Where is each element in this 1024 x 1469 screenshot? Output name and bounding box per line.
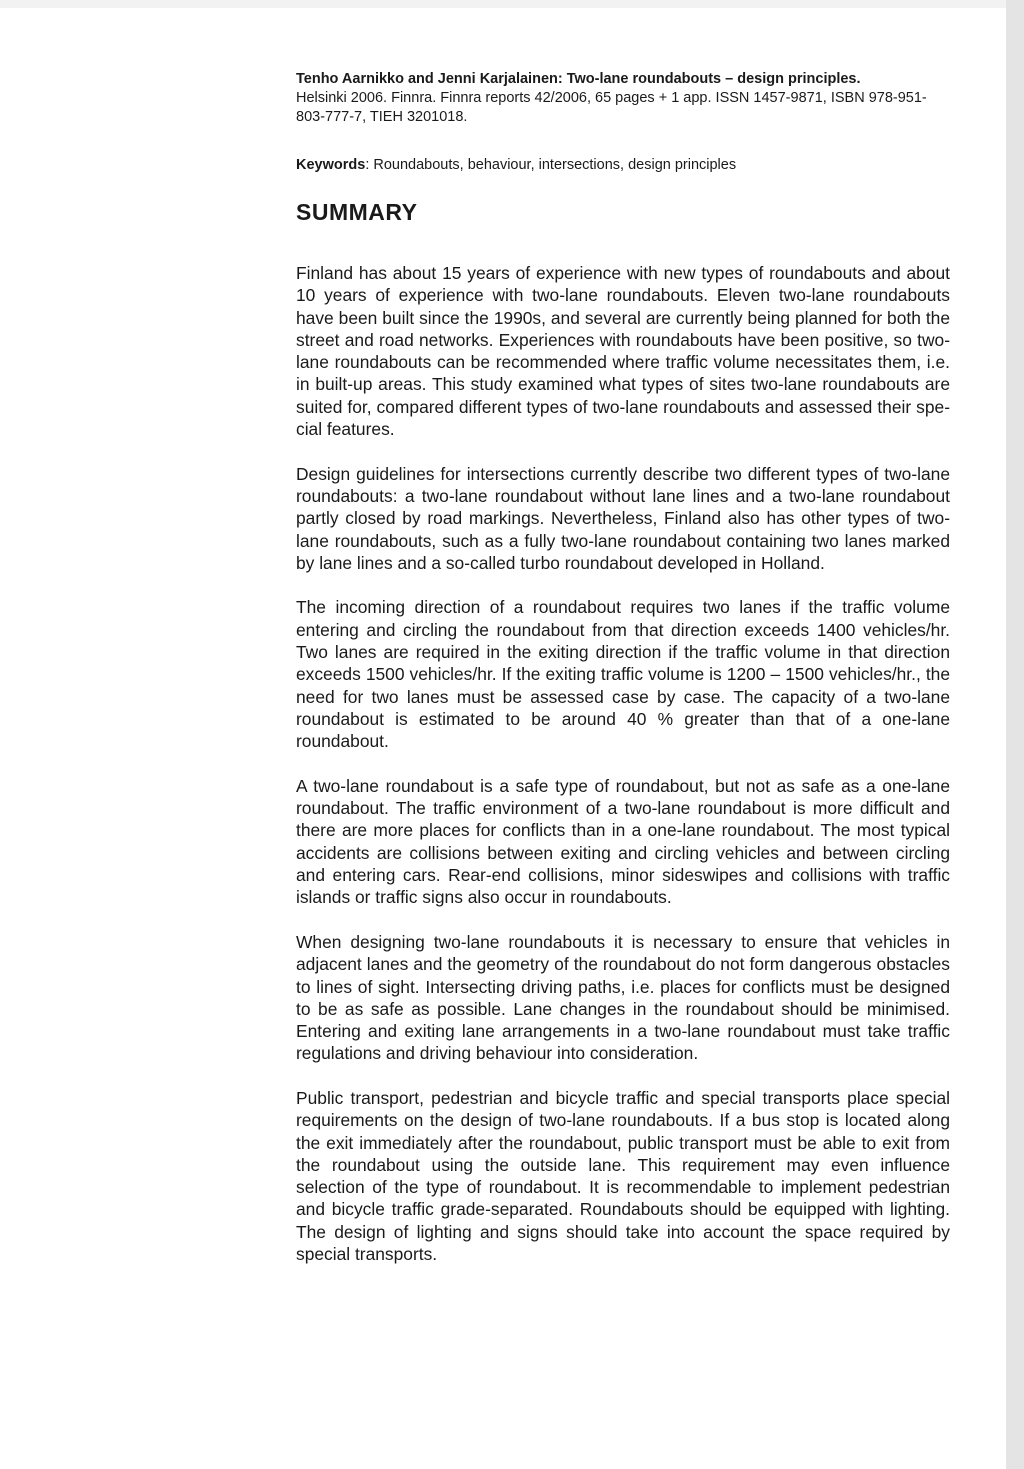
summary-paragraph: Public transport, pedestrian and bicycle traffic and special transports place special requirements on the design of two-lane roundabouts. If a bus stop is located along the exit immediately after the roundabout, public transport must be able to exit from the roundabout using the outside lane. This requirement may even influence selection of the type of roundabout. It is recommendable to implement pedestrian and bicycle traffic grade-separated. Roundabouts should be equipped with lighting. The design of lighting and signs should take into account the space required by special transports.	[296, 1087, 950, 1265]
scan-edge-top	[0, 0, 1024, 8]
scan-edge-right	[1006, 0, 1024, 1469]
summary-paragraph: Design guidelines for intersections currently describe two different types of two-lane roundabouts: a two-lane roundabout without lane lines and a two-lane roundabout partly closed by road markings. Nevertheless, Finland also has other types of two-lane roundabouts, such as a fully two-lane roundabout containing two lanes marked by lane lines and a so-called turbo roundabout developed in Holland.	[296, 463, 950, 573]
citation-details: Helsinki 2006. Finnra. Finnra reports 42/2006, 65 pages + 1 app. ISSN 1457-9871, ISBN 978-951-803-777-7, TIEH 3201018.	[296, 90, 927, 125]
citation	[296, 70, 950, 127]
summary-content	[296, 70, 950, 1265]
summary-heading: SUMMARY	[296, 199, 418, 225]
keywords-value: : Roundabouts, behaviour, intersections, design principles	[365, 157, 737, 173]
keywords	[296, 156, 950, 175]
summary-paragraph: The incoming direction of a roundabout requires two lanes if the traffic volume entering and circling the roundabout from that direction exceeds 1400 vehicles/hr. Two lanes are required in the exiting direction if the traffic volume in that direction exceeds 1500 vehicles/hr. If the exiting traffic volume is 1200 – 1500 vehicles/hr., the need for two lanes must be assessed case by case. The capacity of a two-lane roundabout is estimated to be around 40 % greater than that of a one-lane roundabout.	[296, 597, 950, 752]
citation-title: Tenho Aarnikko and Jenni Karjalainen: Two-lane roundabouts – design principles.	[296, 71, 861, 87]
summary-paragraph: When designing two-lane roundabouts it is necessary to ensure that vehicles in adjacent lanes and the geometry of the roundabout do not form dangerous obstacles to lines of sight. Intersecting driving paths, i.e. places for conflicts must be designed to be as safe as possible. Lane changes in the roundabout should be minimised. Entering and exiting lane arrangements in a two-lane roundabout must take traffic regulations and driving behaviour into consideration.	[296, 931, 950, 1064]
keywords-label: Keywords	[296, 157, 366, 173]
summary-paragraph: A two-lane roundabout is a safe type of roundabout, but not as safe as a one-lane roundabout. The traffic environment of a two-lane roundabout is more difficult and there are more places for conflicts than in a one-lane roundabout. The most typical accidents are collisions between exiting and circling vehicles and between circling and entering cars. Rear-end collisions, minor sideswipes and collisions with traffic islands or traffic signs also occur in roundabouts.	[296, 775, 950, 908]
summary-paragraph: Finland has about 15 years of experience with new types of roundabouts and about 10 years of experience with two-lane roundabouts. Eleven two-lane roundabouts have been built since the 1990s, and several are currently being planned for both the street and road networks. Experiences with roundabouts have been positive, so two-lane roundabouts can be recommended where traffic volume necessitates them, i.e. in built-up areas. This study examined what types of sites two-lane roundabouts are suited for, compared different types of two-lane roundabouts and assessed their special features.	[296, 263, 950, 440]
